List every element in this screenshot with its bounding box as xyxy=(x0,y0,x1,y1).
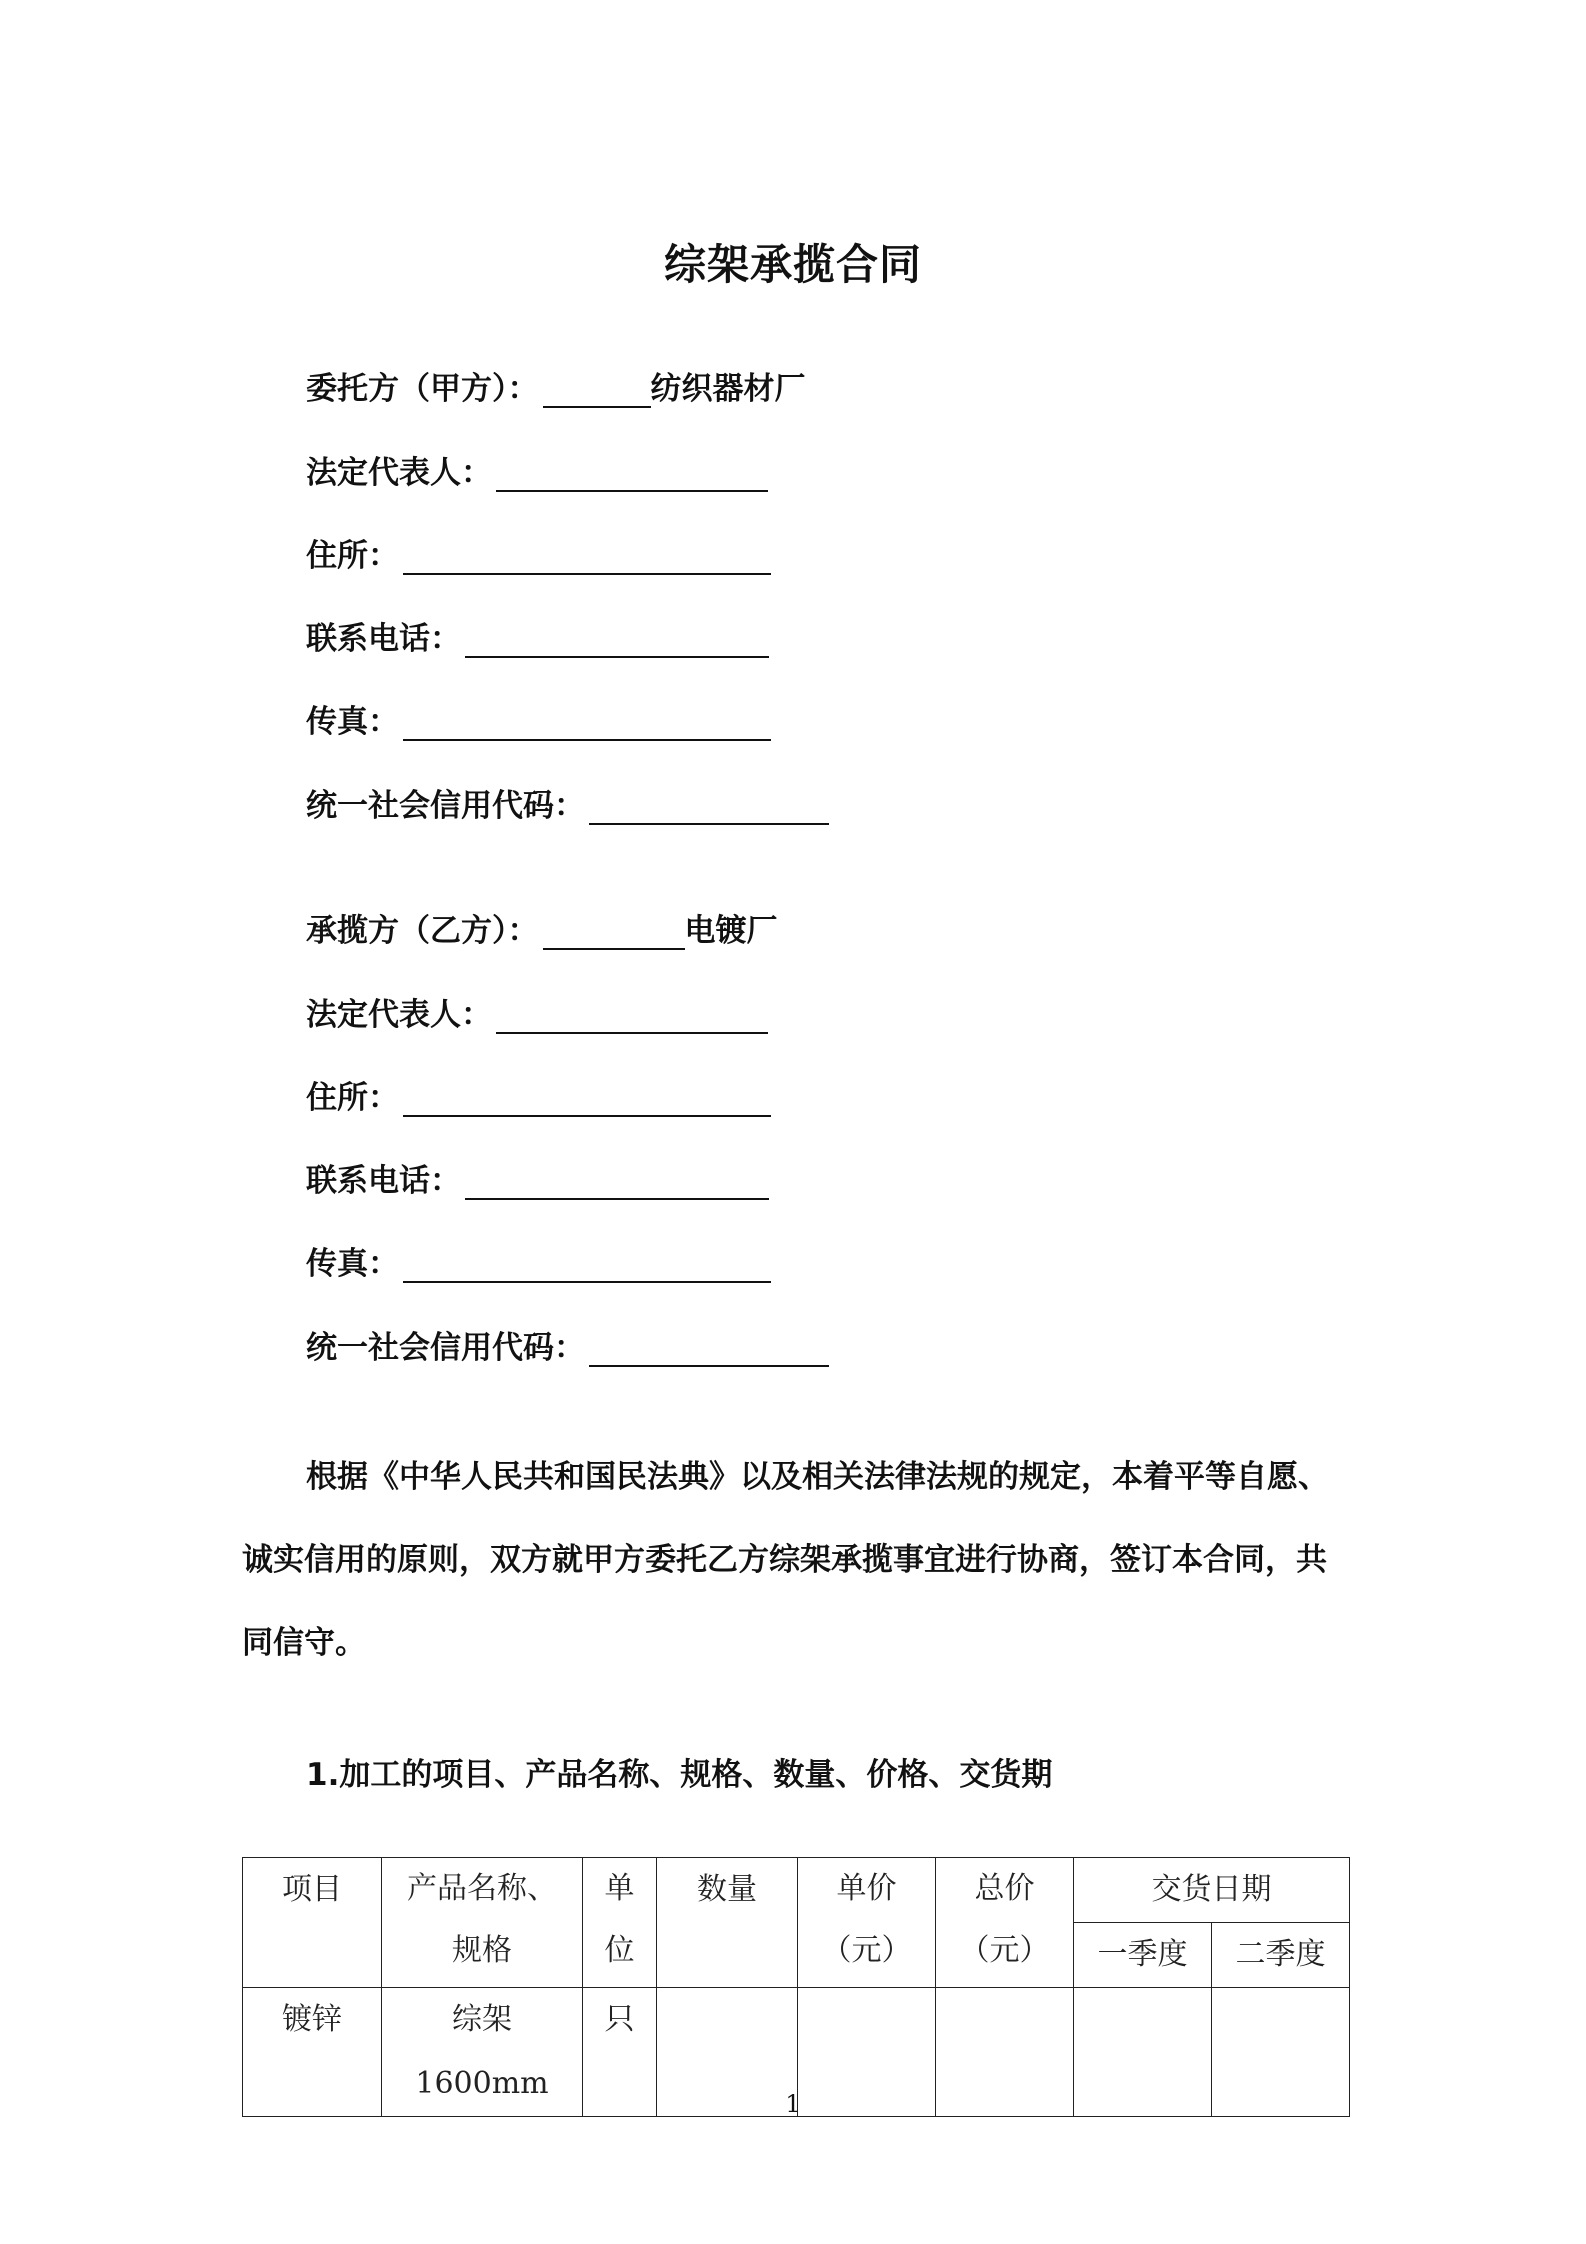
header-unit-line-1: 单 xyxy=(604,1871,635,1906)
header-total-price-line-2: （元） xyxy=(959,1933,1050,1968)
party-a-fax-label: 传真： xyxy=(306,704,399,740)
cell-unit: 只 xyxy=(583,1988,657,2117)
party-b-address-label: 住所： xyxy=(306,1080,399,1116)
party-b-phone-field xyxy=(306,1156,769,1200)
header-product-line-1: 产品名称、 xyxy=(407,1871,557,1906)
party-b-phone-blank xyxy=(465,1164,769,1200)
pricing-table xyxy=(242,1857,1350,2117)
cell-item: 镀锌 xyxy=(243,1988,382,2117)
party-b-rep-field xyxy=(306,990,768,1034)
party-a-fax-field xyxy=(306,697,771,741)
party-a-phone-field xyxy=(306,614,769,658)
party-b-fax-blank xyxy=(403,1247,771,1283)
party-b-name-blank xyxy=(543,914,685,950)
party-b-address-blank xyxy=(403,1081,771,1117)
party-b-credit-code-field xyxy=(306,1323,829,1367)
party-a-rep-label: 法定代表人： xyxy=(306,455,492,491)
header-q2: 二季度 xyxy=(1212,1923,1350,1988)
page-number: 1 xyxy=(785,2090,801,2118)
party-a-address-field xyxy=(306,531,771,575)
intro-line-2: 诚实信用的原则，双方就甲方委托乙方综架承揽事宜进行协商，签订本合同，共 xyxy=(242,1542,1327,1578)
party-a-credit-code-field xyxy=(306,781,829,825)
header-product-line-2: 规格 xyxy=(452,1933,512,1968)
party-a-phone-blank xyxy=(465,622,769,658)
header-unit-price xyxy=(798,1858,936,1988)
party-a-address-blank xyxy=(403,539,771,575)
header-total-price-line-1: 总价 xyxy=(974,1871,1035,1906)
party-a-credit-code-blank xyxy=(589,789,829,825)
header-unit-price-line-2: （元） xyxy=(821,1933,912,1968)
party-b-name-suffix: 电镀厂 xyxy=(684,913,778,949)
party-a-address-label: 住所： xyxy=(306,538,399,574)
header-item-text: 项目 xyxy=(282,1872,342,1907)
party-b-rep-label: 法定代表人： xyxy=(306,997,492,1033)
party-a-name-blank xyxy=(543,372,651,408)
party-b-name-field xyxy=(306,906,778,950)
intro-line-1: 根据《中华人民共和国民法典》以及相关法律法规的规定，本着平等自愿、 xyxy=(306,1459,1329,1495)
header-unit xyxy=(583,1858,657,1988)
header-qty-text: 数量 xyxy=(697,1872,757,1907)
cell-product: 综架 1600mm xyxy=(382,1988,583,2117)
party-b-fax-field xyxy=(306,1239,771,1283)
header-q1: 一季度 xyxy=(1074,1923,1212,1988)
party-a-name-suffix: 纺织器材厂 xyxy=(650,371,806,407)
document-title: 综架承揽合同 xyxy=(663,240,922,289)
party-a-fax-blank xyxy=(403,705,771,741)
header-product xyxy=(382,1858,583,1988)
party-a-rep-field xyxy=(306,448,768,492)
party-b-credit-code-blank xyxy=(589,1331,829,1367)
party-b-fax-label: 传真： xyxy=(306,1246,399,1282)
party-a-name-label: 委托方（甲方）： xyxy=(306,371,539,407)
header-qty xyxy=(657,1858,798,1988)
intro-line-3: 同信守。 xyxy=(242,1625,366,1661)
party-b-address-field xyxy=(306,1073,771,1117)
header-item xyxy=(243,1858,382,1988)
section-1-heading: 1.加工的项目、产品名称、规格、数量、价格、交货期 xyxy=(306,1757,1053,1793)
party-b-phone-label: 联系电话： xyxy=(306,1163,461,1199)
party-a-phone-label: 联系电话： xyxy=(306,621,461,657)
header-total-price xyxy=(936,1858,1074,1988)
party-a-rep-blank xyxy=(496,456,768,492)
party-a-credit-code-label: 统一社会信用代码： xyxy=(306,788,585,824)
party-b-rep-blank xyxy=(496,998,768,1034)
header-unit-line-2: 位 xyxy=(604,1933,635,1968)
header-delivery-date: 交货日期 xyxy=(1074,1858,1350,1923)
party-b-credit-code-label: 统一社会信用代码： xyxy=(306,1330,585,1366)
header-unit-price-line-1: 单价 xyxy=(836,1871,897,1906)
party-b-name-label: 承揽方（乙方）： xyxy=(306,913,539,949)
party-a-name-field xyxy=(306,364,806,408)
